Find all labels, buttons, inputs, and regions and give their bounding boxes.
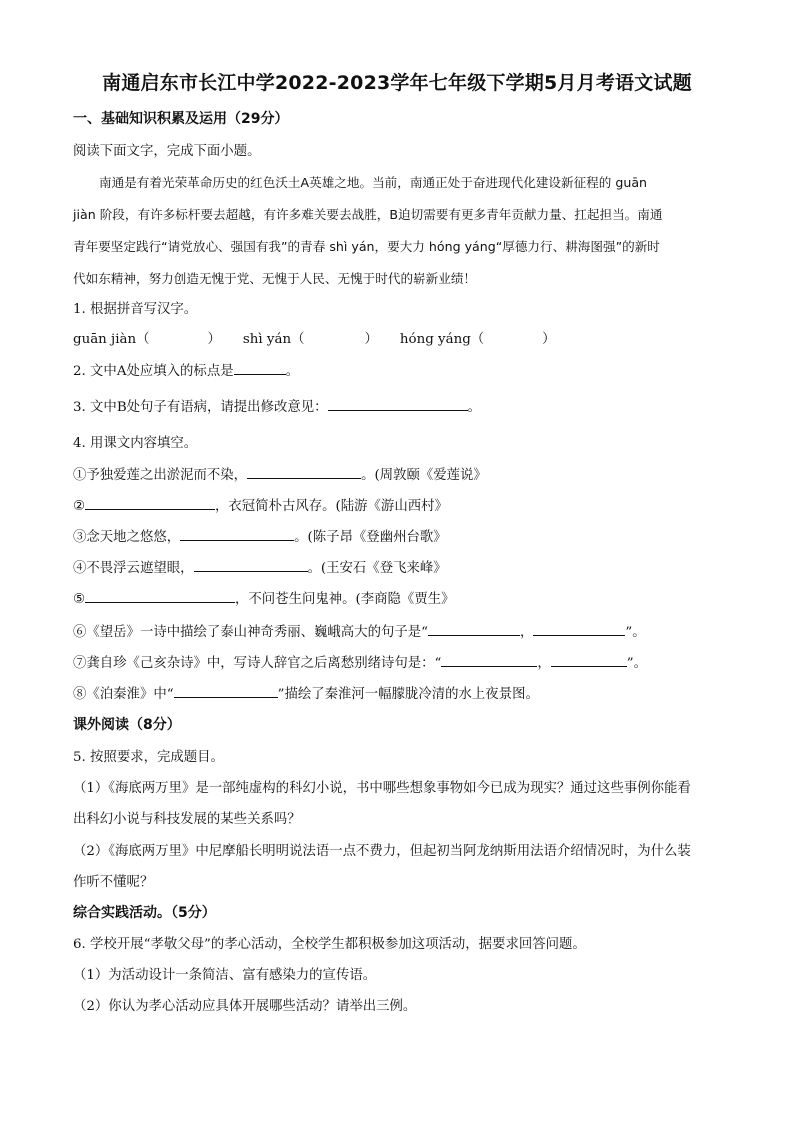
question-5-1-line-1: （1）《海底两万里》是一部纯虚构的科幻小说，书中哪些想象事物如今已成为现实？通过这些事例你能看 xyxy=(73,781,691,796)
fill-item-4: ④不畏浮云遮望眼， 。(王安石《登飞来峰》 xyxy=(73,557,447,576)
reading-instruction: 阅读下面文字，完成下面小题。 xyxy=(73,144,261,159)
answer-blank-q3[interactable] xyxy=(328,396,468,411)
passage-line-2: jiàn 阶段，有许多标杆要去超越，有许多难关要去战胜，B迫切需要有更多青年贡献力量、扛起担当。南通 xyxy=(73,207,663,222)
fill-item-6: ⑥《望岳》一诗中描绘了泰山神奇秀丽、巍峨高大的句子是“ ， ”。 xyxy=(73,621,646,640)
pinyin-guanjian: guān jiàn（ xyxy=(73,332,150,347)
question-4: 4. 用课文内容填空。 xyxy=(73,436,198,451)
question-5-2-line-2: 作听不懂呢？ xyxy=(73,875,154,890)
question-5-1-line-2: 出科幻小说与科技发展的某些关系吗？ xyxy=(73,812,301,827)
fill-item-5: ⑤ ，不问苍生问鬼神。(李商隐《贾生》 xyxy=(73,588,455,607)
answer-blank-q2[interactable] xyxy=(234,360,286,375)
answer-blank-f7b[interactable] xyxy=(551,652,627,667)
passage-line-3: 青年要坚定践行“请党放心、强国有我”的青春 shì yán，要大力 hóng yáng“厚德力行、耕海图强”的新时 xyxy=(73,239,660,254)
question-6-2: （2）你认为孝心活动应具体开展哪些活动？请举出三例。 xyxy=(73,999,417,1014)
fill-item-7: ⑦龚自珍《己亥杂诗》中，写诗人辞官之后离愁别绪诗句是：“ ， ”。 xyxy=(73,652,647,671)
answer-blank-f7a[interactable] xyxy=(441,652,537,667)
section-heading-reading: 课外阅读（8分） xyxy=(73,717,181,733)
question-5: 5. 按照要求，完成题目。 xyxy=(73,750,224,765)
fill-item-8: ⑧《泊秦淮》中“ ”描绘了秦淮河一幅朦胧冷清的水上夜景图。 xyxy=(73,683,539,702)
section-heading-practice: 综合实践活动。（5分） xyxy=(73,905,216,921)
section-heading-basics: 一、基础知识积累及运用（29分） xyxy=(73,111,289,127)
question-5-2-line-1: （2）《海底两万里》中尼摩船长明明说法语一点不费力，但起初当阿龙纳斯用法语介绍情况时，为什么装 xyxy=(73,844,691,859)
answer-blank-f4[interactable] xyxy=(194,557,308,572)
pinyin-hongyang: hóng yáng（ xyxy=(399,332,485,347)
pinyin-answer-row: guān jiàn（ ） shì yán（ ） hóng yáng（ ） xyxy=(73,332,556,347)
question-1: 1. 根据拼音写汉字。 xyxy=(73,302,198,317)
passage-line-4: 代如东精神，努力创造无愧于党、无愧于人民、无愧于时代的崭新业绩！ xyxy=(73,271,476,286)
fill-item-3: ③念天地之悠悠， 。(陈子昂《登幽州台歌》 xyxy=(73,526,447,545)
answer-blank-f5[interactable] xyxy=(85,588,235,603)
question-6: 6. 学校开展“孝敬父母”的孝心活动，全校学生都积极参加这项活动，据要求回答问题。 xyxy=(73,937,586,952)
answer-blank-f2[interactable] xyxy=(85,495,215,510)
fill-item-2: ② ，衣冠简朴古风存。(陆游《游山西村》 xyxy=(73,495,448,514)
page-title: 南通启东市长江中学2022-2023学年七年级下学期5月月考语文试题 xyxy=(102,72,692,94)
pinyin-shiyan: shì yán（ xyxy=(242,332,305,347)
answer-blank-f3[interactable] xyxy=(180,526,294,541)
answer-blank-f1[interactable] xyxy=(247,464,361,479)
fill-item-1: ①予独爱莲之出淤泥而不染， 。(周敦颐《爱莲说》 xyxy=(73,464,487,483)
passage-line-1: 南通是有着光荣革命历史的红色沃土A英雄之地。当前，南通正处于奋进现代化建设新征程的 guān xyxy=(99,175,648,190)
question-2: 2. 文中A处应填入的标点是 。 xyxy=(73,360,299,379)
answer-blank-f8[interactable] xyxy=(174,683,278,698)
question-3: 3. 文中B处句子有语病，请提出修改意见： 。 xyxy=(73,396,481,415)
answer-blank-f6b[interactable] xyxy=(533,621,625,636)
question-6-1: （1）为活动设计一条简洁、富有感染力的宣传语。 xyxy=(73,968,377,983)
answer-blank-f6a[interactable] xyxy=(428,621,520,636)
